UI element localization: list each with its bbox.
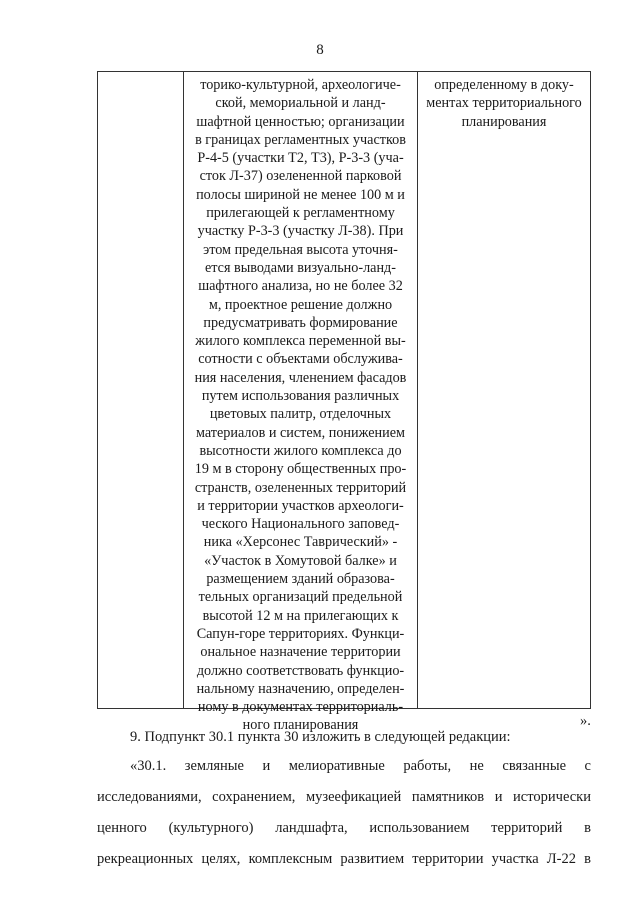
paragraph-word: в bbox=[584, 820, 591, 836]
paragraph-word: исторически bbox=[513, 789, 591, 805]
table-cell-line: ческого Национального заповед- bbox=[201, 516, 400, 533]
paragraph-word: развитием bbox=[340, 851, 405, 867]
table-cell-line: ного планирования bbox=[242, 717, 359, 734]
table-cell-line: тельных организаций предельной bbox=[198, 589, 403, 606]
paragraph-word: комплексным bbox=[248, 851, 333, 867]
table-cell-line: ональное назначение территории bbox=[200, 644, 401, 661]
paragraph-word: связанные bbox=[502, 758, 567, 774]
table-cell-line: цветовых палитр, отделочных bbox=[209, 406, 392, 423]
table-cell-line: ния населения, членением фасадов bbox=[194, 369, 407, 386]
table-cell-line: жилого комплекса переменной вы- bbox=[195, 333, 406, 350]
table-cell-line: шафтной ценностью; организации bbox=[196, 113, 405, 130]
paragraph-line bbox=[130, 756, 591, 776]
paragraph-word: мелиоративные bbox=[288, 758, 385, 774]
paragraph-word: ценного bbox=[97, 820, 147, 836]
paragraph-word: и bbox=[262, 758, 271, 774]
paragraph-word: (культурного) bbox=[168, 820, 254, 836]
closing-quote-mark: ». bbox=[580, 713, 591, 729]
paragraph-word: использованием bbox=[369, 820, 470, 836]
table-cell-line: этом предельная высота уточня- bbox=[203, 241, 398, 258]
table-cell-line: должно соответствовать функцио- bbox=[196, 662, 405, 679]
table-cell-line: высотой 12 м на прилегающих к bbox=[202, 607, 399, 624]
paragraph-word: «30.1. bbox=[130, 758, 167, 774]
table-cell-line: в границах регламентных участков bbox=[195, 131, 406, 148]
paragraph-word: с bbox=[584, 758, 591, 774]
table-cell-line: ника «Херсонес Таврический» - bbox=[203, 534, 398, 551]
paragraph-word: исследованиями, bbox=[97, 789, 202, 805]
paragraph-word: сохранением, bbox=[212, 789, 296, 805]
paragraph-word: и bbox=[494, 789, 503, 805]
table-cell-line: ментах территориального bbox=[426, 95, 582, 112]
table-cell-line: материалов и систем, понижением bbox=[196, 424, 405, 441]
table-cell-conditions bbox=[184, 72, 418, 734]
table-cell-line: шафтного анализа, но не более 32 bbox=[198, 278, 403, 295]
table-cell-line: ской, мемориальной и ланд- bbox=[215, 95, 386, 112]
table-cell-line: определенному в доку- bbox=[434, 77, 574, 93]
table-cell-line: планирования bbox=[461, 113, 547, 130]
paragraph-word: целях, bbox=[201, 851, 241, 867]
table-cell-line: и территории участков археологи- bbox=[197, 497, 404, 514]
paragraph-word: территории bbox=[412, 851, 484, 867]
paragraph-word: рекреационных bbox=[97, 851, 194, 867]
table-cell-line: странств, озелененных территорий bbox=[194, 479, 407, 496]
table-cell-line: м, проектное решение должно bbox=[208, 296, 393, 313]
table-cell-line: сотности с объектами обслужива- bbox=[198, 351, 403, 368]
paragraph-word: ландшафта, bbox=[275, 820, 348, 836]
paragraph-word: участка bbox=[491, 851, 539, 867]
paragraph-word: в bbox=[584, 851, 591, 867]
paragraph-word: памятников bbox=[411, 789, 485, 805]
table-cell-line: сток Л-37) озелененной парковой bbox=[199, 168, 402, 185]
table-cell-line: торико-культурной, археологиче- bbox=[200, 77, 401, 93]
paragraph-line bbox=[97, 849, 591, 869]
paragraph-9: 9. Подпункт 30.1 пункта 30 изложить в следующей редакции: bbox=[130, 729, 511, 745]
table-cell-line: полосы шириной не менее 100 м и bbox=[196, 186, 405, 203]
table-cell-line: ному в документах территориаль- bbox=[197, 699, 404, 716]
table-cell-line: Сапун-горе территориях. Функци- bbox=[196, 625, 405, 642]
paragraph-word: земляные bbox=[184, 758, 244, 774]
table-cell-line: предусматривать формирование bbox=[203, 314, 398, 331]
paragraph-word: музеефикацией bbox=[305, 789, 402, 805]
table-cell-line: ется выводами визуально-ланд- bbox=[205, 259, 396, 276]
regulation-table bbox=[97, 71, 591, 734]
paragraph-word: работы, bbox=[403, 758, 452, 774]
paragraph-line bbox=[97, 787, 591, 807]
table-cell-line: высотности жилого комплекса до bbox=[199, 442, 402, 459]
paragraph-word: не bbox=[469, 758, 484, 774]
table-cell-line: прилегающей к регламентному bbox=[206, 205, 395, 222]
table-cell-line: Р-4-5 (участки Т2, Т3), Р-3-3 (уча- bbox=[197, 150, 404, 167]
page-number: 8 bbox=[316, 42, 324, 58]
table-cell-line: размещением зданий образова- bbox=[206, 571, 395, 588]
table-cell-line: участку Р-3-3 (участку Л-38). При bbox=[197, 223, 404, 240]
table-cell-line: нальному назначению, определен- bbox=[196, 680, 405, 697]
paragraph-word: Л-22 bbox=[546, 851, 576, 867]
table-cell-line: «Участок в Хомутовой балке» и bbox=[204, 552, 397, 569]
paragraph-line bbox=[97, 818, 591, 838]
table-cell-line: 19 м в сторону общественных про- bbox=[194, 461, 407, 478]
paragraph-word: территорий bbox=[491, 820, 563, 836]
table-column-empty bbox=[98, 72, 184, 708]
table-cell-line: путем использования различных bbox=[201, 388, 400, 405]
table-cell-purpose bbox=[418, 72, 590, 708]
